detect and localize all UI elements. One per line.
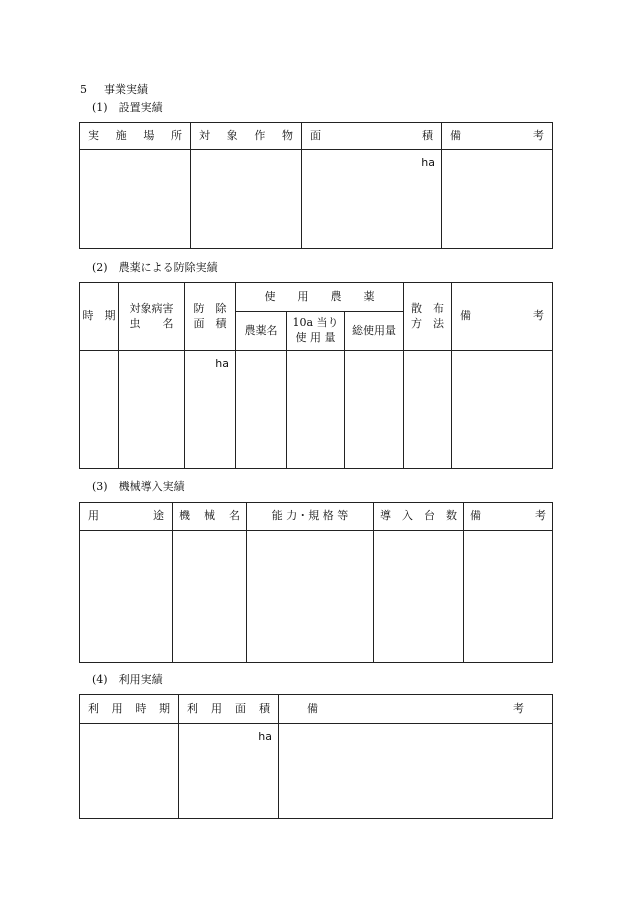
- header-capacity-spec: 能 力・規 格 等: [247, 503, 374, 531]
- usage-results-table: [79, 694, 553, 819]
- table-row: [80, 351, 553, 469]
- cell-usage-period[interactable]: [80, 724, 179, 819]
- header-area: 面 積: [302, 123, 442, 150]
- header-units-introduced: 導 入 台 数: [374, 503, 464, 531]
- table2-label: (2) 農薬による防除実績: [92, 261, 218, 274]
- header-usage-period: 利 用 時 期: [80, 695, 179, 724]
- cell-remarks[interactable]: [279, 724, 553, 819]
- cell-control-area[interactable]: [185, 351, 236, 469]
- cell-capacity-spec[interactable]: [247, 531, 374, 663]
- area-unit: ha: [421, 156, 435, 169]
- cell-area[interactable]: [302, 150, 442, 249]
- area-unit: ha: [215, 357, 229, 370]
- section-number: 5: [80, 83, 87, 96]
- cell-remarks[interactable]: [452, 351, 553, 469]
- header-target-crop: 対 象 作 物: [191, 123, 302, 150]
- header-usage-area: 利 用 面 積: [179, 695, 279, 724]
- table-row: [80, 150, 553, 249]
- cell-units-introduced[interactable]: [374, 531, 464, 663]
- installation-results-table: [79, 122, 553, 249]
- table1-label: (1) 設置実績: [92, 101, 163, 114]
- header-amount-per-10a: 10a 当り 使 用 量: [287, 312, 345, 351]
- cell-spray-method[interactable]: [404, 351, 452, 469]
- header-remarks: 備 考: [464, 503, 553, 531]
- header-location: 実 施 場 所: [80, 123, 191, 150]
- header-pesticide-used: 使 用 農 薬: [236, 283, 404, 312]
- cell-total-amount[interactable]: [345, 351, 404, 469]
- header-control-area: 防 除 面 積: [185, 283, 236, 351]
- cell-period[interactable]: [80, 351, 119, 469]
- table3-label: (3) 機械導入実績: [92, 480, 185, 493]
- table4-label: (4) 利用実績: [92, 673, 163, 686]
- header-period: 時 期: [80, 283, 119, 351]
- header-pesticide-name: 農薬名: [236, 312, 287, 351]
- header-target-pest: 対象病害 虫 名: [119, 283, 185, 351]
- section-title: 事業実績: [104, 83, 148, 96]
- table-header-row: [80, 123, 553, 150]
- cell-amount-per-10a[interactable]: [287, 351, 345, 469]
- cell-location[interactable]: [80, 150, 191, 249]
- area-unit: ha: [258, 730, 272, 743]
- table-header-row: [80, 503, 553, 531]
- table-row: [80, 531, 553, 663]
- cell-usage-area[interactable]: [179, 724, 279, 819]
- cell-target-pest[interactable]: [119, 351, 185, 469]
- header-remarks: 備 考: [279, 695, 553, 724]
- cell-remarks[interactable]: [442, 150, 553, 249]
- cell-purpose[interactable]: [80, 531, 173, 663]
- cell-machine-name[interactable]: [173, 531, 247, 663]
- table-header-row: [80, 283, 553, 312]
- header-spray-method: 散 布 方 法: [404, 283, 452, 351]
- header-remarks: 備 考: [442, 123, 553, 150]
- cell-target-crop[interactable]: [191, 150, 302, 249]
- section-heading: [80, 84, 148, 95]
- machinery-introduction-table: [79, 502, 553, 663]
- table-row: [80, 724, 553, 819]
- header-total-amount: 総使用量: [345, 312, 404, 351]
- table-header-row: [80, 695, 553, 724]
- cell-pesticide-name[interactable]: [236, 351, 287, 469]
- cell-remarks[interactable]: [464, 531, 553, 663]
- header-purpose: 用 途: [80, 503, 173, 531]
- header-remarks: 備 考: [452, 283, 553, 351]
- header-machine-name: 機 械 名: [173, 503, 247, 531]
- pesticide-control-table: [79, 282, 553, 469]
